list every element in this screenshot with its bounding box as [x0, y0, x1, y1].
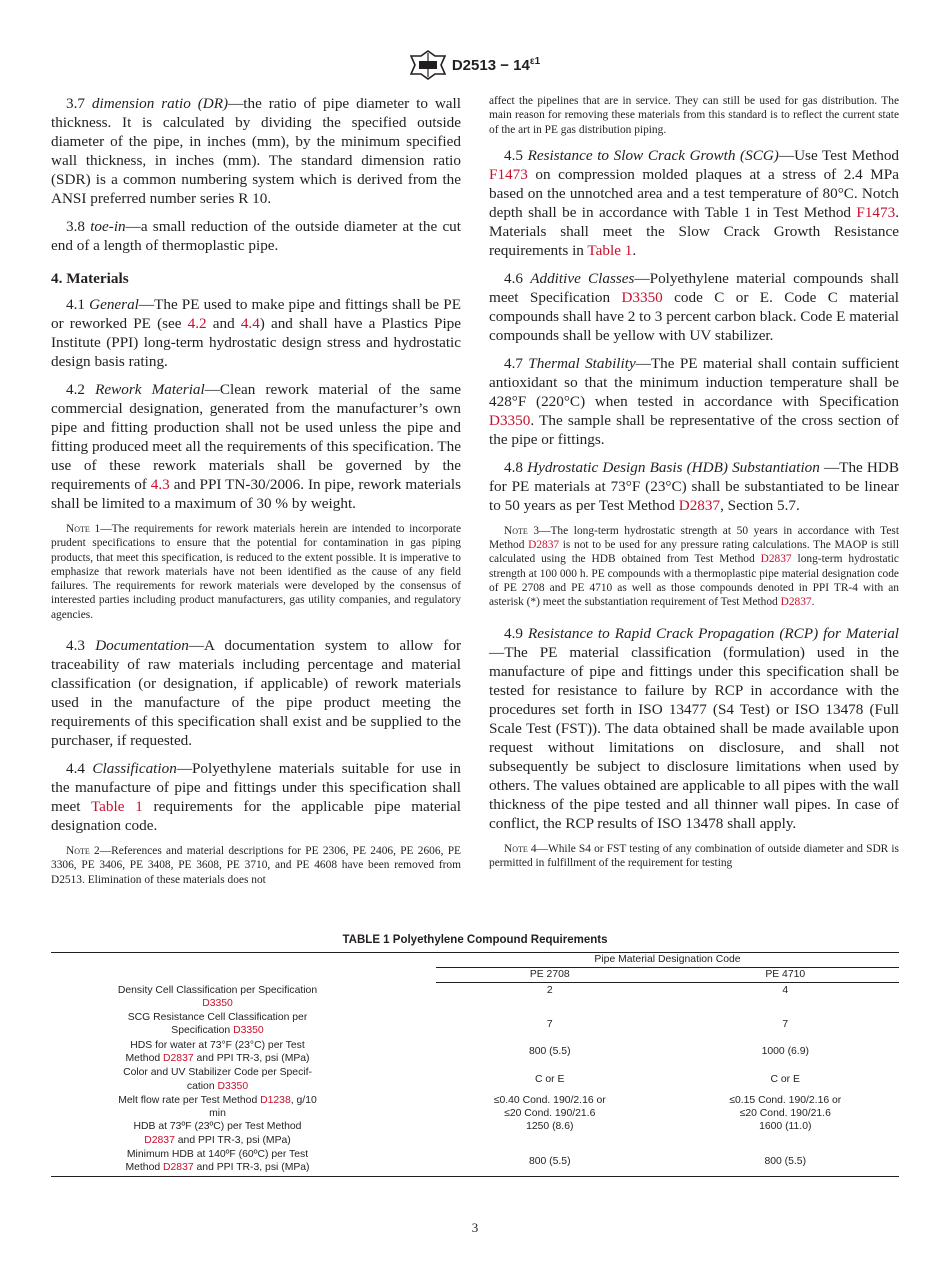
ref-d3350-link[interactable]: D3350 [489, 411, 531, 429]
table-row [51, 1065, 899, 1093]
note-3: Note 3—The long-term hydrostatic strength at 50 years in accordance with Test Method D2837 is not to be used for any pressure rating calculations. The MAOP is still calculated using the HDB obtained from Test Method D2837 long-term hydrostatic strength at 100 000 h. PE compounds with a thermoplastic pipe material designation code of PE 2708 and PE 4710 as well as those compounds denoted in PPI TR-4 with an asterisk (*) meet the substantiation requirement of Test Method D2837. [489, 524, 899, 609]
row-label: SCG Resistance Cell Classification per Specification D3350 [127, 1012, 308, 1037]
paragraph-4-5: 4.5 Resistance to Slow Crack Growth (SCG)—Use Test Method F1473 on compression molded plaques at a stress of 2.4 MPa based on the unnotched area and a test temperature of 80°C. Notch depth shall be in accordance with Table 1 in Test Method F1473. Materials shall meet the Slow Crack Growth Resistance requirements in Table 1. [489, 146, 900, 259]
ref-d3350-link[interactable]: D3350 [233, 1025, 264, 1037]
cell-pe4710: 1600 (11.0) [759, 1121, 812, 1133]
paragraph-4-4: 4.4 Classification—Polyethylene materials suitable for use in the manufacture of pipe and fittings under this specification shall meet Table 1 requirements for the applicable pipe material designation code. [51, 760, 462, 835]
note-2-continued: affect the pipelines that are in service. They can still be used for gas distribution. The main reason for removing these materials from this standard is to reflect the current state of the art in PE gas distribution piping. [489, 95, 899, 136]
ref-f1473-link[interactable]: F1473 [489, 165, 528, 183]
paragraph-4-6: 4.6 Additive Classes—Polyethylene material compounds shall meet Specification D3350 code C or E. Code C material compounds shall have 2 to 3 percent carbon black. Code E material compounds shall be yellow with UV stabilizer. [489, 269, 900, 344]
cell-pe4710: ≤0.15 Cond. 190/2.16 or ≤20 Cond. 190/21.6 [729, 1094, 842, 1120]
paragraph-4-1: 4.1 General—The PE used to make pipe and fittings shall be PE or reworked PE (see 4.2 and 4.4) and shall have a Plastics Pipe Institute (PPI) long-term hydrostatic design stress and hydrostatic design basis rating. [51, 296, 462, 370]
row-label: Color and UV Stabilizer Code per Specif- cation D3350 [123, 1067, 312, 1092]
table-row [51, 983, 899, 1011]
ref-4-2-link[interactable]: 4.2 [187, 315, 207, 332]
row-label: Minimum HDB at 140ºF (60ºC) per Test Method D2837 and PPI TR-3, psi (MPa) [125, 1149, 310, 1174]
column-header-pe2708: PE 2708 [436, 968, 664, 983]
ref-d2837-link[interactable]: D2837 [780, 596, 812, 609]
cell-pe2708: C or E [535, 1073, 565, 1085]
astm-logo-icon [410, 50, 446, 80]
cell-pe4710: C or E [770, 1073, 800, 1085]
section-4-heading: 4. Materials [51, 270, 129, 287]
paragraph-4-8: 4.8 Hydrostatic Design Basis (HDB) Substantiation —The HDB for PE materials at 73°F (23°C) shall be substantiated to be linear to 50 years as per Test Method D2837, Section 5.7. [489, 458, 900, 514]
cell-pe2708: 800 (5.5) [528, 1046, 571, 1058]
cell-pe2708: ≤0.40 Cond. 190/2.16 or ≤20 Cond. 190/21.6 [493, 1094, 606, 1120]
ref-d2837-link[interactable]: D2837 [144, 1134, 175, 1146]
paragraph-4-7: 4.7 Thermal Stability—The PE material shall contain sufficient antioxidant so that the minimum induction temperature shall be 428°F (220°C) when tested in accordance with Specification D3350. The sample shall be representative of the cross section of the pipe or fittings. [489, 354, 899, 448]
paragraph-3-7: 3.7 dimension ratio (DR)—the ratio of pipe diameter to wall thickness. It is calculated by dividing the specified outside diameter of the pipe, in inches (mm), by the minimum specified wall thickness, in inches (mm). The standard dimension ratio (SDR) is a common numbering system which is derived from the ANSI preferred number series R 10. [51, 95, 461, 207]
paragraph-4-9: 4.9 Resistance to Rapid Crack Propagation (RCP) for Material —The PE material classification (formulation) used in the manufacture of pipe and fittings under this specification shall be tested for resistance to failure by RCP in accordance with the procedures set forth in ISO 13477 (S4 Test) or ISO 13478 (Full Scale Test (FST)). The data obtained shall be made available upon request without limitations on disclosure, and shall not subsequently be subject to disclosure limitations when used by others. The values obtained are applicable to all pipes with the wall thickness of the pipe tested and all thinner wall pipes. In case of conflict, the RCP results of ISO 13478 shall apply. [489, 624, 900, 832]
row-label: HDS for water at 73°F (23°C) per Test Method D2837 and PPI TR-3, psi (MPa) [125, 1039, 310, 1064]
paragraph-4-2: 4.2 Rework Material—Clean rework material of the same commercial designation, generated from the manufacturer’s own pipe and fitting production shall not be used unless the pipe and fitting produced meet all the requirements of this specification. The use of these rework materials shall be governed by the requirements of 4.3 and PPI TN-30/2006. In pipe, rework materials shall be limited to a maximum of 30 % by weight. [51, 381, 462, 512]
ref-d2837-link[interactable]: D2837 [760, 553, 792, 566]
ref-d3350-link[interactable]: D3350 [217, 1080, 249, 1092]
cell-pe2708: 800 (5.5) [528, 1156, 571, 1168]
row-label: Density Cell Classification per Specification D3350 [117, 984, 318, 1009]
left-column [51, 94, 461, 901]
ref-d3350-link[interactable]: D3350 [202, 997, 233, 1009]
ref-d2837-link[interactable]: D2837 [163, 1162, 194, 1174]
note-4: Note 4—While S4 or FST testing of any combination of outside diameter and SDR is permitted in fulfillment of the requirement for testing [489, 842, 899, 869]
ref-d1238-link[interactable]: D1238 [260, 1094, 291, 1106]
cell-pe4710: 4 [782, 985, 789, 996]
ref-d2837-link[interactable]: D2837 [163, 1052, 194, 1064]
row-label: HDB at 73ºF (23ºC) per Test Method D2837 and PPI TR-3, psi (MPa) [133, 1121, 302, 1146]
paragraph-3-8: 3.8 toe-in—a small reduction of the outside diameter at the cut end of a length of thermoplastic pipe. [51, 218, 461, 254]
cell-pe4710: 800 (5.5) [764, 1156, 807, 1168]
table-row [51, 1093, 899, 1121]
cell-pe4710: 1000 (6.9) [761, 1046, 809, 1058]
note-1: Note 1—The requirements for rework materials herein are intended to incorporate prudent specifications to ensure that the potential for contamination in gas piping products, that meet this specification, is reduced to the extent possible. It is imperative to emphasize that rework materials have not been identified as the cause of any field failures. The requirements for rework materials were developed by the consensus of interested parties including product manufacturers, gas utility companies, and regulatory agencies. [51, 523, 461, 621]
table-subheader-row [51, 968, 899, 983]
ref-d2837-link[interactable]: D2837 [528, 539, 560, 552]
note-2: Note 2—References and material descriptions for PE 2306, PE 2406, PE 2606, PE 3306, PE 3406, PE 3408, PE 3608, PE 3710, and PE 4608 have been removed from D2513. Elimination of these materials does not [51, 845, 462, 886]
cell-pe2708: 1250 (8.6) [526, 1121, 574, 1133]
standard-designation: $D2513 - 14^{\varepsilon 1}$ [451, 56, 541, 74]
group-header: Pipe Material Designation Code [436, 953, 899, 968]
ref-table-1-link[interactable]: Table 1 [90, 798, 143, 816]
ref-4-3-link[interactable]: 4.3 [150, 476, 170, 493]
ref-4-4-link[interactable]: 4.4 [240, 315, 260, 332]
table-1 [51, 952, 899, 1177]
ref-table-1-link[interactable]: Table 1 [587, 241, 633, 259]
table-row [51, 1120, 899, 1147]
editorial-superscript: ε1 [529, 56, 541, 67]
paragraph-4-3: 4.3 Documentation—A documentation system to allow for traceability of raw materials including percentage and material classification (or designation, if applicable) of rework materials used in the manufacture of the pipe product meeting the requirements of this specification shall exist and be supplied to the purchaser, if requested. [51, 637, 462, 750]
ref-f1473-link[interactable]: F1473 [856, 203, 896, 221]
table-header-row [51, 953, 899, 968]
cell-pe2708: 2 [546, 985, 553, 996]
ref-d3350-link[interactable]: D3350 [621, 288, 663, 306]
page-number: 3 [471, 1220, 479, 1235]
table-row [51, 1010, 899, 1038]
cell-pe4710: 7 [782, 1018, 789, 1030]
cell-pe2708: 7 [546, 1018, 553, 1030]
page-header [0, 50, 950, 80]
column-header-pe4710: PE 4710 [672, 968, 900, 983]
row-label: Melt flow rate per Test Method D1238, g/10 min [118, 1094, 317, 1120]
ref-d2837-link[interactable]: D2837 [678, 496, 721, 514]
table-row [51, 1038, 899, 1066]
table-1-title: TABLE 1 Polyethylene Compound Requirements [342, 934, 608, 946]
table-row [51, 1147, 899, 1176]
right-column [489, 94, 899, 884]
